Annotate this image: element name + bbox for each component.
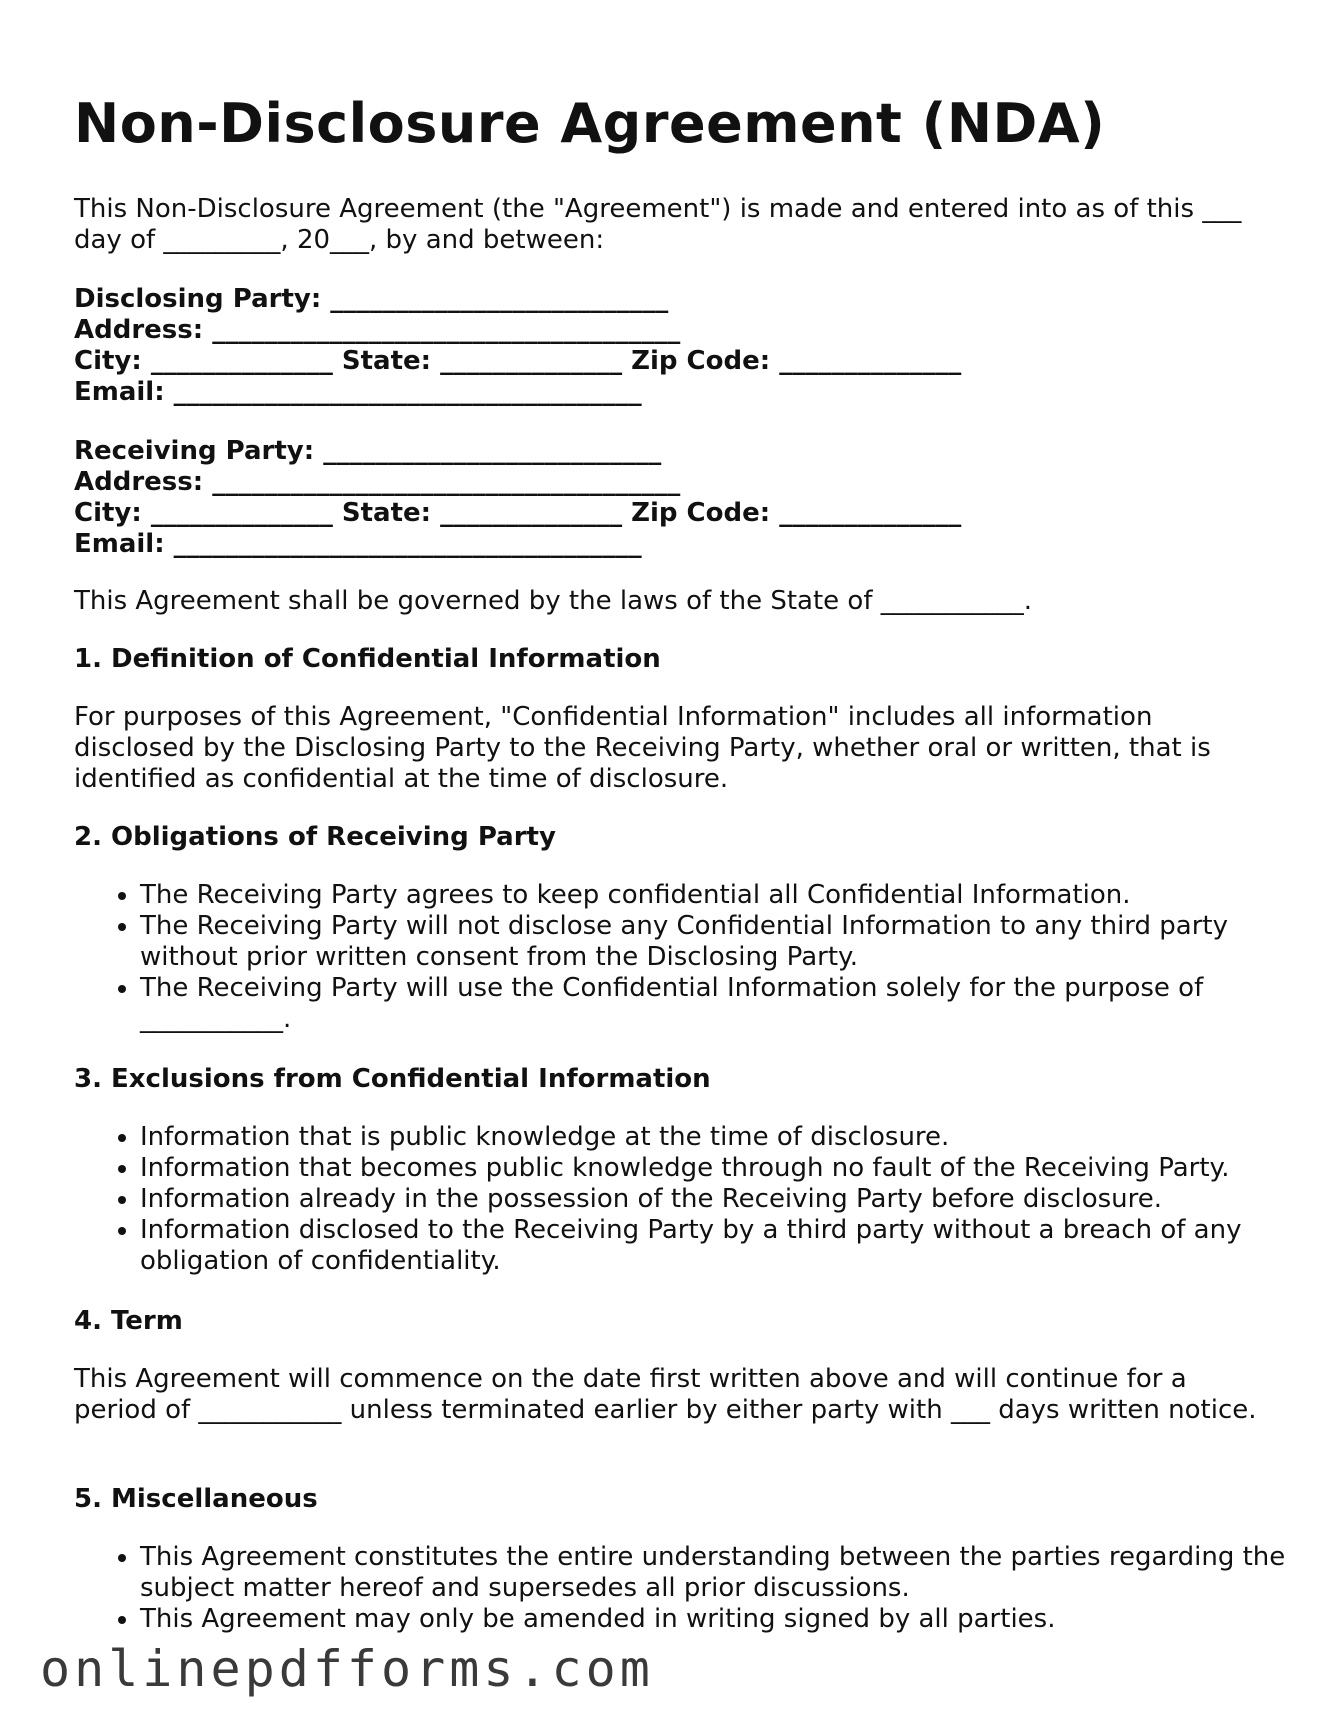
disclosing-party-field[interactable]: Disclosing Party: __________________________	[74, 284, 669, 314]
section-1-heading: 1. Definition of Confidential Information	[74, 644, 661, 674]
document-title: Non-Disclosure Agreement (NDA)	[74, 92, 1106, 155]
list-item: • Information that is public knowledge at the time of disclosure.	[140, 1122, 1334, 1153]
list-item: • This Agreement may only be amended in writing signed by all parties.	[140, 1604, 1334, 1635]
disclosing-address-field[interactable]: Address: ____________________________________	[74, 315, 681, 345]
list-item: • This Agreement constitutes the entire understanding between the parties regarding the subject matter hereof and supersedes all prior discussions.	[140, 1542, 1334, 1604]
intro-line-2: day of _________, 20___, by and between:	[74, 225, 605, 255]
disclosing-email-field[interactable]: Email: ____________________________________	[74, 377, 642, 407]
section-4-heading: 4. Term	[74, 1306, 183, 1336]
list-item: • Information that becomes public knowledge through no fault of the Receiving Party.	[140, 1153, 1334, 1184]
list-item: • The Receiving Party will use the Confidential Information solely for the purpose of ___________.	[140, 973, 1334, 1035]
governing-law-paragraph: This Agreement shall be governed by the laws of the State of ___________.	[74, 586, 1033, 616]
intro-paragraph	[74, 194, 1264, 256]
section-2-heading: 2. Obligations of Receiving Party	[74, 822, 556, 852]
section-2-list	[74, 880, 1334, 1035]
disclosing-party-block	[74, 284, 1264, 408]
section-1-paragraph: For purposes of this Agreement, "Confidential Information" includes all information disclosed by the Disclosing Party to the Receiving Party, whether oral or written, that is identified as confidential at the time of disclosure.	[74, 702, 1211, 794]
intro-line-1: This Non-Disclosure Agreement (the "Agreement") is made and entered into as of this ___	[74, 194, 1242, 224]
section-3-heading: 3. Exclusions from Confidential Information	[74, 1064, 711, 1094]
list-item: • Information disclosed to the Receiving Party by a third party without a breach of any obligation of confidentiality.	[140, 1215, 1334, 1277]
disclosing-city-state-zip-field[interactable]: City: ______________ State: ______________ Zip Code: ______________	[74, 346, 962, 376]
receiving-email-field[interactable]: Email: ____________________________________	[74, 529, 642, 559]
receiving-party-field[interactable]: Receiving Party: __________________________	[74, 436, 662, 466]
receiving-address-field[interactable]: Address: ____________________________________	[74, 467, 681, 497]
list-item: • Information already in the possession of the Receiving Party before disclosure.	[140, 1184, 1334, 1215]
receiving-party-block	[74, 436, 1264, 560]
watermark-logo: onlinepdfforms.com	[40, 1640, 654, 1698]
section-4-paragraph: This Agreement will commence on the date first written above and will continue for a period of ___________ unless terminated earlier by either party with ___ days written notice.	[74, 1364, 1257, 1425]
section-5-list	[74, 1542, 1334, 1635]
list-item: • The Receiving Party will not disclose any Confidential Information to any third party without prior written consent from the Disclosing Party.	[140, 911, 1334, 973]
section-3-list	[74, 1122, 1334, 1277]
receiving-city-state-zip-field[interactable]: City: ______________ State: ______________ Zip Code: ______________	[74, 498, 962, 528]
list-item: • The Receiving Party agrees to keep confidential all Confidential Information.	[140, 880, 1334, 911]
section-5-heading: 5. Miscellaneous	[74, 1484, 318, 1514]
